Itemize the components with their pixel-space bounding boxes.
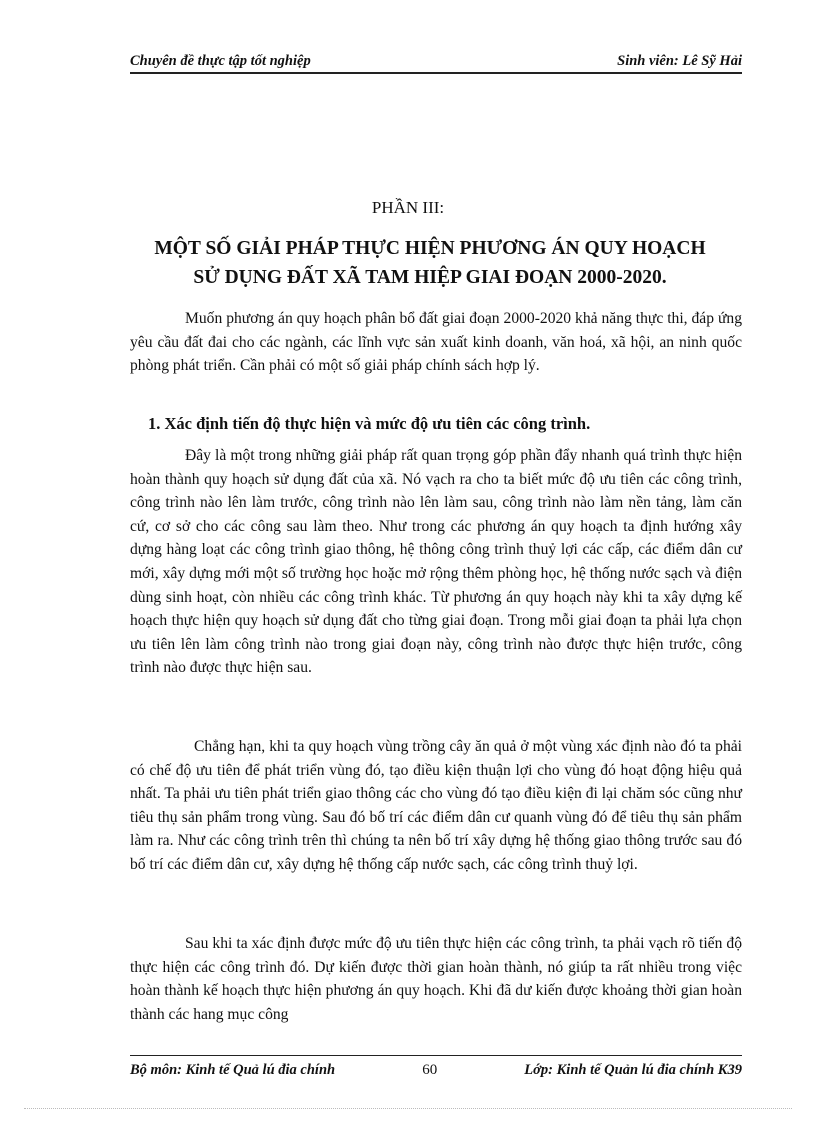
page-header <box>130 46 742 74</box>
chapter-title-line-1: MỘT SỐ GIẢI PHÁP THỰC HIỆN PHƯƠNG ÁN QUY HOẠCH <box>154 238 706 259</box>
section-heading: 1. Xác định tiến độ thực hiện và mức độ ưu tiên các công trình. <box>148 414 591 433</box>
body-paragraph-3: Sau khi ta xác định được mức độ ưu tiên thực hiện các công trình, ta phải vạch rõ tiến độ thực hiện các công trình đó. Dự kiến được thời gian hoàn thành, nó giúp ta rất nhiều trong việc hoàn thành kế hoạch thực hiện phương án quy hoạch. Khi đã dư kiến được khoảng thời gian hoàn thành các hang mục công <box>130 935 742 1023</box>
page-number: 60 <box>422 1062 438 1078</box>
body-paragraph-1: Đây là một trong những giải pháp rất quan trọng góp phần đẩy nhanh quá trình thực hiện hoàn thành quy hoạch sử dụng đất của xã. Nó vạch ra cho ta biết mức độ ưu tiên các công trình, công trình nào lên làm trước, công trình nào lên làm sau, công trình nào làm nền tảng, làm căn cứ, cơ sở cho các công sau làm theo. Như trong các phương án quy hoạch ta định hướng xây dựng hàng loạt các công trình giao thông, hệ thông công trình thuỷ lợi các cấp, các điểm dân cư mới, xây dựng mới một số trường học hoặc mở rộng thêm phòng học, hệ thống nước sạch và điện dùng sinh hoạt, còn nhiều các công trình khác. Từ phương án quy hoạch này khi ta xây dựng kế hoạch thực hiện quy hoạch sử dụng đất cho từng giai đoạn. Trong mỗi giai đoạn ta phải lựa chọn ưu tiên lên làm công trình nào trong giai đoạn này, công trình nào được thực hiện trước, công trình nào được thực hiện sau. <box>130 447 742 677</box>
chapter-title <box>100 234 760 292</box>
header-topic: Chuyên đề thực tập tốt nghiệp <box>130 53 311 69</box>
header-student: Sinh viên: Lê Sỹ Hải <box>617 53 742 69</box>
footer-class: Lớp: Kinh tế Quản lú đia chính K39 <box>524 1062 742 1078</box>
footer-department: Bộ môn: Kinh tế Quả lú đia chính <box>130 1062 336 1078</box>
page-bottom-divider <box>24 1108 792 1109</box>
chapter-title-line-2: SỬ DỤNG ĐẤT XÃ TAM HIỆP GIAI ĐOẠN 2000-2020. <box>193 267 667 288</box>
page-footer <box>130 1055 742 1079</box>
body-paragraph-2: Chẳng hạn, khi ta quy hoạch vùng trồng cây ăn quả ở một vùng xác định nào đó ta phải có chế độ ưu tiên để phát triển vùng đó, tạo điều kiện thuận lợi cho vùng đó hoạt động hiệu quả nhất. Ta phải ưu tiên phát triển giao thông các cho vùng đó tạo điều kiện đi lại chăm sóc cũng như tiêu thụ sản phẩm trong vùng. Sau đó bố trí các điểm dân cư quanh vùng đó để tiêu thụ sản phẩm làm ra. Như các công trình trên thì chúng ta nên bố trí xây dựng hệ thống giao thông trước sau đó bố trí các điểm dân cư, xây dựng hệ thống cấp nước sạch, các công trình thuỷ lợi. <box>130 738 742 873</box>
intro-paragraph: Muốn phương án quy hoạch phân bổ đất giai đoạn 2000-2020 khả năng thực thi, đáp ứng yêu cầu đất đai cho các ngành, các lĩnh vực sản xuất kinh doanh, văn hoá, xã hội, an ninh quốc phòng phát triển. Cần phải có một số giải pháp chính sách hợp lý. <box>130 310 742 375</box>
part-label: PHẦN III: <box>371 198 445 217</box>
